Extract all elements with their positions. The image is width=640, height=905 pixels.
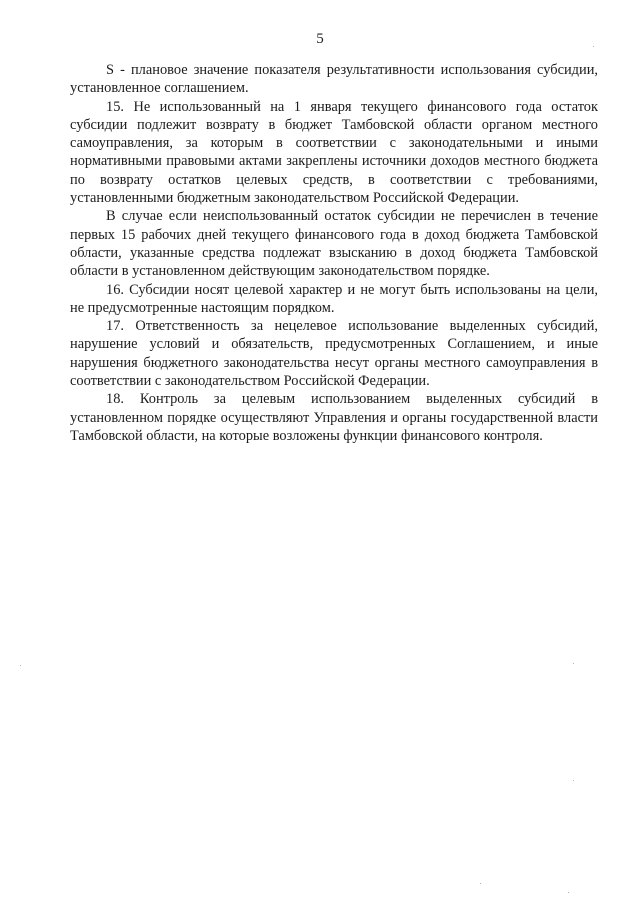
scan-speck: [568, 892, 569, 893]
paragraph-17: 17. Ответственность за нецелевое использование выделенных субсидий, нарушение условий и обязательств, предусмотренных Соглашением, и иные нарушения бюджетного законодательства несут органы местного самоуправления в соответствии с законодательством Российской Федерации.: [70, 318, 598, 390]
paragraph-15-continued: В случае если неиспользованный остаток субсидии не перечислен в течение первых 15 рабочих дней текущего финансового года в доход бюджета Тамбовской области, указанные средства подлежат взысканию в доход бюджета Тамбовской области в установленном действующим законодательством порядке.: [70, 208, 598, 280]
paragraph-18: 18. Контроль за целевым использованием выделенных субсидий в установленном порядке осуществляют Управления и органы государственной власти Тамбовской области, на которые возложены функции финансового контроля.: [70, 391, 598, 444]
paragraph-15: 15. Не использованный на 1 января текущего финансового года остаток субсидии подлежит возврату в бюджет Тамбовской области органом местного самоуправления, за которым в соответствии с законодательными и иными нормативными правовыми актами закреплены источники доходов местного бюджета по возврату остатков целевых средств, в соответствии с требованиями, установленными бюджетным законодательством Российской Федерации.: [70, 98, 598, 207]
scan-speck: [20, 665, 21, 666]
scan-speck: [593, 46, 594, 47]
scan-speck: [573, 780, 574, 781]
paragraph-16: 16. Субсидии носят целевой характер и не могут быть использованы на цели, не предусмотренные настоящим порядком.: [70, 281, 598, 316]
scan-speck: [573, 663, 574, 664]
document-body: [70, 61, 598, 445]
paragraph-s-definition: S - плановое значение показателя результативности использования субсидии, установленное соглашением.: [70, 62, 598, 97]
page-number: 5: [316, 31, 324, 47]
scan-speck: [480, 883, 481, 884]
